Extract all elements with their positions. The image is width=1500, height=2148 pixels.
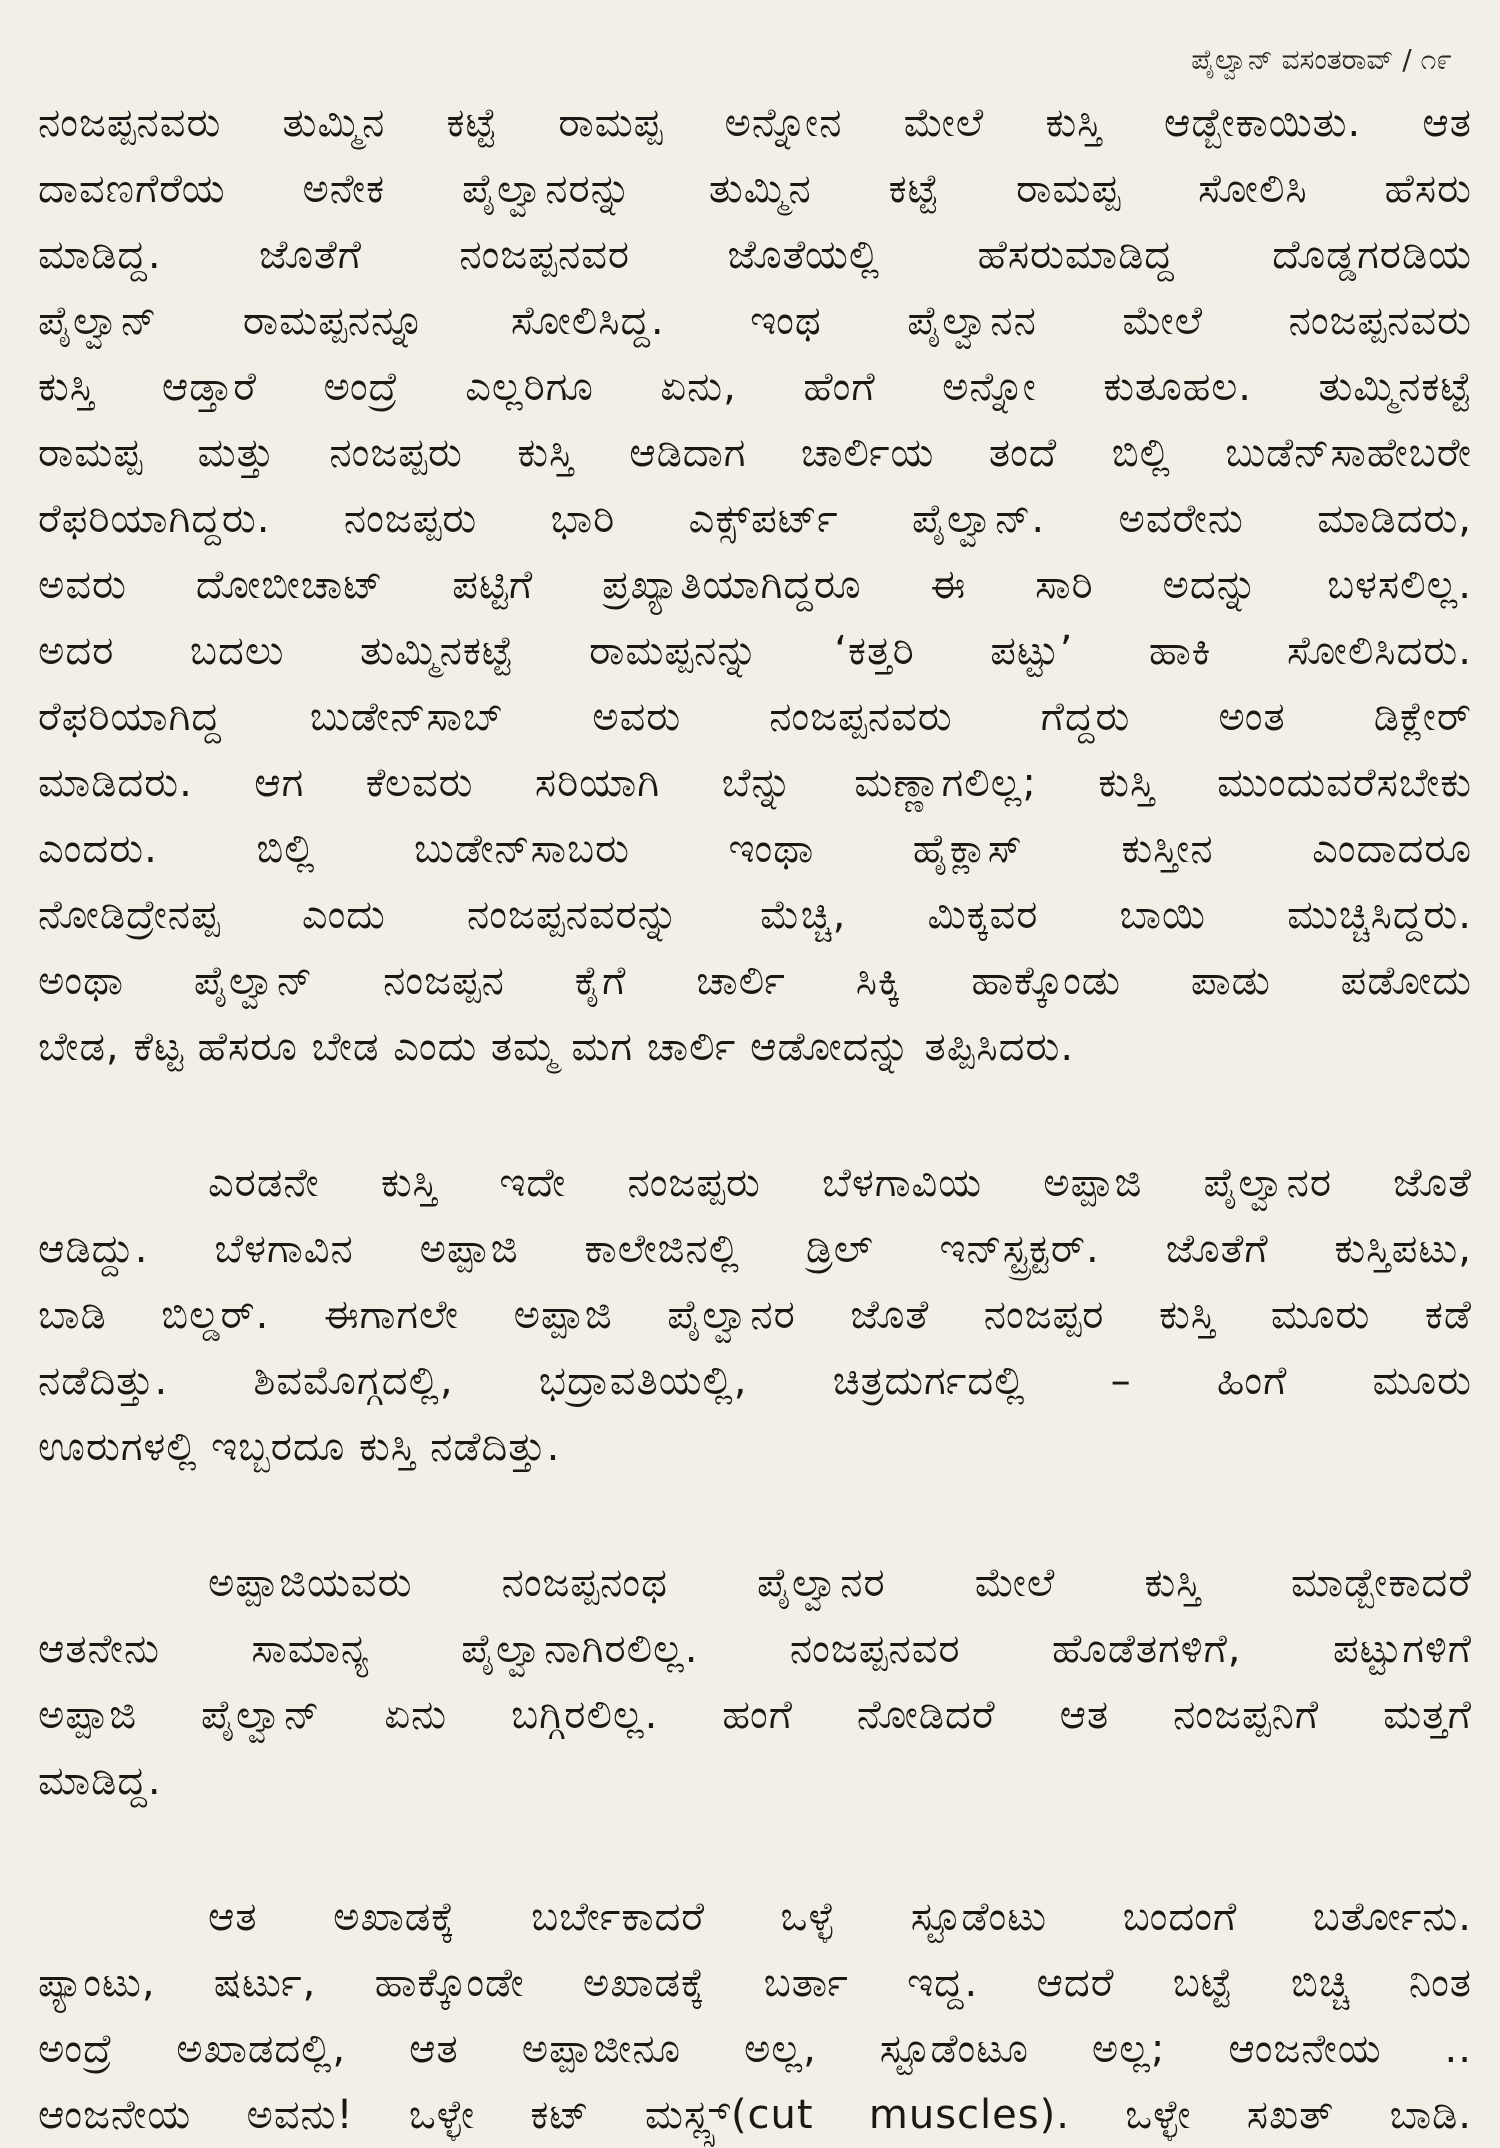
text-line: ರೆಫರಿಯಾಗಿದ್ದರು. ನಂಜಪ್ಪರು ಭಾರಿ ಎಕ್ಸ್‌ಪರ್ಟ್ ಪೈಲ್ವಾನ್. ಅವರೇನು ಮಾಡಿದರು, — [38, 496, 1472, 542]
paragraph-3 — [38, 1550, 1472, 1814]
paragraph-gap — [38, 1080, 1472, 1150]
text-line: ಅಪ್ಪಾಜಿಯವರು ನಂಜಪ್ಪನಂಥ ಪೈಲ್ವಾನರ ಮೇಲೆ ಕುಸ್ತಿ ಮಾಡ್ಬೇಕಾದರೆ — [208, 1560, 1472, 1606]
paragraph-4 — [38, 1884, 1472, 2148]
paragraph-gap — [38, 1480, 1472, 1550]
paragraph-2 — [38, 1150, 1472, 1480]
text-line: ರೆಫರಿಯಾಗಿದ್ದ ಬುಡೇನ್‌ಸಾಬ್ ಅವರು ನಂಜಪ್ಪನವರು ಗೆದ್ದರು ಅಂತ ಡಿಕ್ಲೇರ್ — [38, 694, 1472, 740]
text-line: ಪ್ಯಾಂಟು, ಷರ್ಟು, ಹಾಕ್ಕೊಂಡೇ ಅಖಾಡಕ್ಕೆ ಬರ್ತಾ ಇದ್ದ. ಆದರೆ ಬಟ್ಟೆ ಬಿಚ್ಚಿ ನಿಂತ — [38, 1960, 1472, 2006]
text-line: ಆಂಜನೇಯ ಅವನು! ಒಳ್ಳೇ ಕಟ್ ಮಸ್ಲ್ಸ್(cut muscles). ಒಳ್ಳೇ ಸಖತ್ ಬಾಡಿ. — [38, 2092, 1472, 2138]
paragraph-1 — [38, 90, 1472, 1080]
text-line: ಊರುಗಳಲ್ಲಿ ಇಬ್ಬರದೂ ಕುಸ್ತಿ ನಡೆದಿತ್ತು. — [38, 1424, 561, 1470]
text-line: ಬೇಡ, ಕೆಟ್ಟ ಹೆಸರೂ ಬೇಡ ಎಂದು ತಮ್ಮ ಮಗ ಚಾರ್ಲಿ ಆಡೋದನ್ನು ತಪ್ಪಿಸಿದರು. — [38, 1024, 1075, 1070]
text-line: ಎರಡನೇ ಕುಸ್ತಿ ಇದೇ ನಂಜಪ್ಪರು ಬೆಳಗಾವಿಯ ಅಪ್ಪಾಜಿ ಪೈಲ್ವಾನರ ಜೊತೆ — [208, 1160, 1472, 1206]
text-line: ಅಂದ್ರೆ ಅಖಾಡದಲ್ಲಿ, ಆತ ಅಪ್ಪಾಜೀನೂ ಅಲ್ಲ, ಸ್ಟೂಡೆಂಟೂ ಅಲ್ಲ; ಆಂಜನೇಯ .. — [38, 2026, 1472, 2072]
text-line: ಬಾಡಿ ಬಿಲ್ಡರ್. ಈಗಾಗಲೇ ಅಪ್ಪಾಜಿ ಪೈಲ್ವಾನರ ಜೊತೆ ನಂಜಪ್ಪರ ಕುಸ್ತಿ ಮೂರು ಕಡೆ — [38, 1292, 1472, 1338]
text-line: ಆಡಿದ್ದು. ಬೆಳಗಾವಿನ ಅಪ್ಪಾಜಿ ಕಾಲೇಜಿನಲ್ಲಿ ಡ್ರಿಲ್ ಇನ್‌ಸ್ಟ್ರಕ್ಟರ್. ಜೊತೆಗೆ ಕುಸ್ತಿಪಟು, — [38, 1226, 1472, 1272]
text-line: ಅಂಥಾ ಪೈಲ್ವಾನ್ ನಂಜಪ್ಪನ ಕೈಗೆ ಚಾರ್ಲಿ ಸಿಕ್ಕಿ ಹಾಕ್ಕೊಂಡು ಪಾಡು ಪಡೋದು — [38, 958, 1472, 1004]
text-line: ಆತನೇನು ಸಾಮಾನ್ಯ ಪೈಲ್ವಾನಾಗಿರಲಿಲ್ಲ. ನಂಜಪ್ಪನವರ ಹೊಡೆತಗಳಿಗೆ, ಪಟ್ಟುಗಳಿಗೆ — [38, 1626, 1472, 1672]
text-line: ಅಪ್ಪಾಜಿ ಪೈಲ್ವಾನ್ ಏನು ಬಗ್ಗಿರಲಿಲ್ಲ. ಹಂಗೆ ನೋಡಿದರೆ ಆತ ನಂಜಪ್ಪನಿಗೆ ಮತ್ತಗೆ — [38, 1692, 1472, 1738]
text-line: ಎಂದರು. ಬಿಲ್ಲಿ ಬುಡೇನ್‌ಸಾಬರು ಇಂಥಾ ಹೈಕ್ಲಾಸ್ ಕುಸ್ತೀನ ಎಂದಾದರೂ — [38, 826, 1472, 872]
text-line: ನಂಜಪ್ಪನವರು ತುಮ್ಮಿನ ಕಟ್ಟೆ ರಾಮಪ್ಪ ಅನ್ನೋನ ಮೇಲೆ ಕುಸ್ತಿ ಆಡ್ಬೇಕಾಯಿತು. ಆತ — [38, 100, 1472, 146]
text-line: ನೋಡಿದ್ರೇನಪ್ಪ ಎಂದು ನಂಜಪ್ಪನವರನ್ನು ಮೆಚ್ಚಿ, ಮಿಕ್ಕವರ ಬಾಯಿ ಮುಚ್ಚಿಸಿದ್ದರು. — [38, 892, 1472, 938]
text-line: ನಡೆದಿತ್ತು. ಶಿವಮೊಗ್ಗದಲ್ಲಿ, ಭದ್ರಾವತಿಯಲ್ಲಿ, ಚಿತ್ರದುರ್ಗದಲ್ಲಿ – ಹಿಂಗೆ ಮೂರು — [38, 1358, 1472, 1404]
running-header: ಪೈಲ್ವಾನ್ ವಸಂತರಾವ್ / ೧೯ — [1191, 43, 1452, 76]
text-line: ಅದರ ಬದಲು ತುಮ್ಮಿನಕಟ್ಟೆ ರಾಮಪ್ಪನನ್ನು ‘ಕತ್ತರಿ ಪಟ್ಟು’ ಹಾಕಿ ಸೋಲಿಸಿದರು. — [38, 628, 1472, 674]
text-line: ಆತ ಅಖಾಡಕ್ಕೆ ಬರ್ಬೇಕಾದರೆ ಒಳ್ಳೆ ಸ್ಟೂಡೆಂಟು ಬಂದಂಗೆ ಬರ್ತೋನು. — [208, 1894, 1472, 1940]
text-line: ಮಾಡಿದ್ದ. ಜೊತೆಗೆ ನಂಜಪ್ಪನವರ ಜೊತೆಯಲ್ಲಿ ಹೆಸರುಮಾಡಿದ್ದ ದೊಡ್ಡಗರಡಿಯ — [38, 232, 1472, 278]
text-line: ರಾಮಪ್ಪ ಮತ್ತು ನಂಜಪ್ಪರು ಕುಸ್ತಿ ಆಡಿದಾಗ ಚಾರ್ಲಿಯ ತಂದೆ ಬಿಲ್ಲಿ ಬುಡೆನ್‌ಸಾಹೇಬರೇ — [38, 430, 1472, 476]
paragraph-gap — [38, 1814, 1472, 1884]
text-line: ಕುಸ್ತಿ ಆಡ್ತಾರೆ ಅಂದ್ರೆ ಎಲ್ಲರಿಗೂ ಏನು, ಹೆಂಗೆ ಅನ್ನೋ ಕುತೂಹಲ. ತುಮ್ಮಿನಕಟ್ಟೆ — [38, 364, 1472, 410]
text-line: ಪೈಲ್ವಾನ್ ರಾಮಪ್ಪನನ್ನೂ ಸೋಲಿಸಿದ್ದ. ಇಂಥ ಪೈಲ್ವಾನನ ಮೇಲೆ ನಂಜಪ್ಪನವರು — [38, 298, 1472, 344]
text-line: ಮಾಡಿದ್ದ. — [38, 1758, 162, 1804]
text-line: ಅವರು ದೋಬೀಚಾಟ್ ಪಟ್ಟಿಗೆ ಪ್ರಖ್ಯಾತಿಯಾಗಿದ್ದರೂ ಈ ಸಾರಿ ಅದನ್ನು ಬಳಸಲಿಲ್ಲ. — [38, 562, 1472, 608]
text-line: ಮಾಡಿದರು. ಆಗ ಕೆಲವರು ಸರಿಯಾಗಿ ಬೆನ್ನು ಮಣ್ಣಾಗಲಿಲ್ಲ; ಕುಸ್ತಿ ಮುಂದುವರೆಸಬೇಕು — [38, 760, 1472, 806]
text-line: ದಾವಣಗೆರೆಯ ಅನೇಕ ಪೈಲ್ವಾನರನ್ನು ತುಮ್ಮಿನ ಕಟ್ಟೆ ರಾಮಪ್ಪ ಸೋಲಿಸಿ ಹೆಸರು — [38, 166, 1472, 212]
